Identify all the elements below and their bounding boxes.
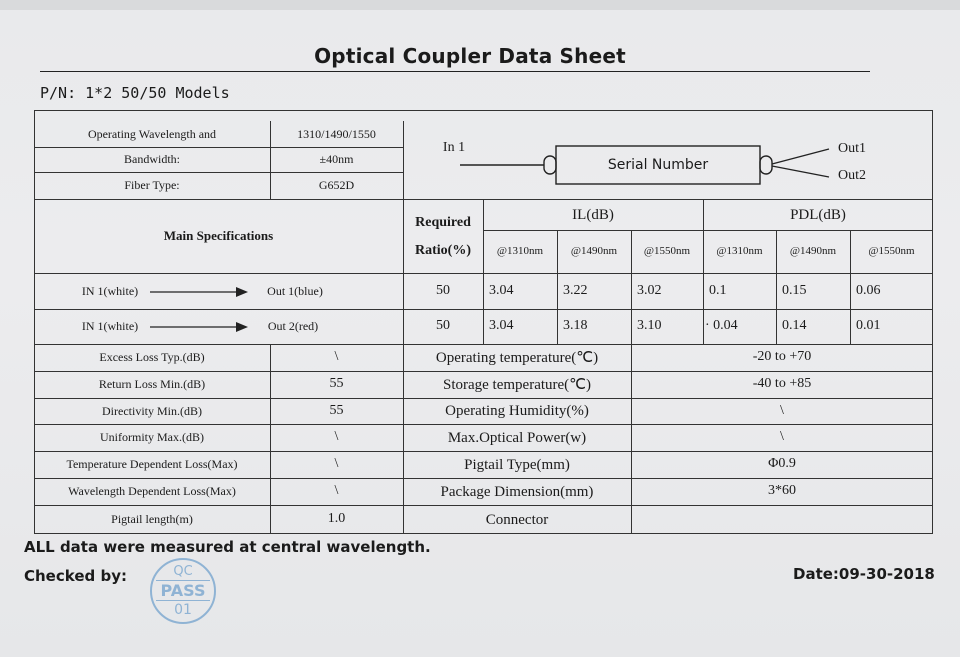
wavelength-label-line2: Bandwidth: — [124, 152, 180, 167]
port-row-1-from: IN 1(white) — [81, 283, 139, 298]
param-label-optical-power: Max.Optical Power(w) — [447, 429, 587, 446]
param-label-storage-temp: Storage temperature(℃) — [442, 376, 592, 393]
port-row-1-il-1490: 3.22 — [563, 282, 588, 298]
pdl-1310-heading: @1310nm — [716, 244, 763, 257]
port-row-2-pdl-1310: · 0.04 — [705, 318, 738, 334]
output-boot — [760, 156, 772, 174]
port-row-2-il-1550: 3.10 — [637, 318, 662, 334]
port-row-2-from: IN 1(white) — [81, 319, 139, 334]
param-label-pigtail-length: Pigtail length(m) — [111, 512, 193, 527]
measurement-note: ALL data were measured at central wavelength. — [24, 538, 431, 556]
param-label-connector: Connector — [485, 511, 549, 528]
qc-pass-stamp — [150, 558, 216, 624]
title-underline — [40, 71, 870, 72]
out1-label: Out1 — [838, 140, 866, 156]
out2-label: Out2 — [838, 167, 866, 183]
output-fiber-1 — [772, 149, 829, 164]
param-label-excess-loss: Excess Loss Typ.(dB) — [99, 350, 205, 365]
main-specs-heading: Main Specifications — [163, 228, 274, 244]
port-row-1-pdl-1490: 0.15 — [782, 282, 807, 298]
pdl-heading: PDL(dB) — [790, 206, 846, 223]
port-row-2-ratio: 50 — [436, 318, 450, 334]
param-value-pigtail-length: 1.0 — [327, 511, 346, 527]
param-label-return-loss: Return Loss Min.(dB) — [98, 377, 206, 392]
port-row-2-pdl-1490: 0.14 — [782, 318, 807, 334]
wavelength-label — [34, 121, 270, 147]
param-value-optical-power: \ — [780, 429, 784, 445]
port-row-2-to: Out 2(red) — [267, 319, 319, 334]
param-label-package-dimension: Package Dimension(mm) — [440, 483, 594, 500]
param-value-directivity: 55 — [329, 402, 344, 418]
page-title: Optical Coupler Data Sheet — [314, 44, 626, 68]
stamp-pass-text: PASS — [156, 580, 210, 601]
param-value-humidity: \ — [780, 402, 784, 418]
il-1490-heading: @1490nm — [570, 244, 618, 257]
wavelength-value: 1310/1490/1550 — [297, 126, 376, 141]
ratio-heading: Ratio(%) — [415, 242, 471, 258]
in1-label: In 1 — [442, 139, 466, 155]
arrow-right-icon — [150, 321, 250, 333]
date-label: Date:09-30-2018 — [793, 565, 935, 583]
il-heading: IL(dB) — [572, 206, 614, 223]
param-value-operating-temp: -20 to +70 — [752, 349, 812, 365]
bandwidth-value: ±40nm — [319, 152, 354, 167]
port-row-1-ratio: 50 — [436, 282, 450, 298]
param-value-wavelength-dependent-loss: \ — [334, 483, 339, 499]
param-value-connector — [631, 505, 933, 534]
param-label-uniformity: Uniformity Max.(dB) — [100, 430, 204, 445]
port-row-2-il-1310: 3.04 — [489, 318, 514, 334]
part-number: P/N: 1*2 50/50 Models — [40, 84, 230, 102]
input-boot — [544, 156, 556, 174]
serial-number-label: Serial Number — [607, 156, 709, 173]
port-row-1-il-1550: 3.02 — [637, 282, 662, 298]
param-label-directivity: Directivity Min.(dB) — [102, 403, 202, 418]
port-row-2-pdl-1550: 0.01 — [856, 318, 881, 334]
port-row-1-pdl-1310: 0.1 — [709, 282, 727, 298]
arrow-right-icon — [150, 286, 250, 298]
param-label-pigtail-type: Pigtail Type(mm) — [464, 456, 570, 473]
port-row-1-to: Out 1(blue) — [267, 283, 323, 298]
pdl-1490-heading: @1490nm — [789, 244, 837, 257]
port-row-1-il-1310: 3.04 — [489, 282, 514, 298]
param-label-humidity: Operating Humidity(%) — [445, 403, 589, 419]
param-value-pigtail-type: Φ0.9 — [768, 456, 796, 472]
param-value-excess-loss: \ — [334, 349, 339, 365]
stamp-number-text: 01 — [174, 602, 192, 618]
port-row-1-pdl-1550: 0.06 — [856, 282, 881, 298]
required-heading: Required — [415, 214, 471, 230]
pdl-1550-heading: @1550nm — [868, 244, 915, 257]
param-label-wavelength-dependent-loss: Wavelength Dependent Loss(Max) — [68, 484, 236, 499]
param-value-storage-temp: -40 to +85 — [752, 376, 812, 392]
param-value-temp-dependent-loss: \ — [334, 456, 339, 472]
port-row-2-il-1490: 3.18 — [563, 318, 588, 334]
fiber-type-label: Fiber Type: — [124, 178, 180, 193]
param-value-uniformity: \ — [334, 429, 339, 445]
param-value-package-dimension: 3*60 — [768, 483, 796, 499]
checked-by-label: Checked by: — [24, 567, 127, 585]
param-value-return-loss: 55 — [329, 376, 344, 392]
il-1550-heading: @1550nm — [643, 244, 691, 257]
il-1310-heading: @1310nm — [496, 244, 544, 257]
param-label-operating-temp: Operating temperature(℃) — [435, 349, 599, 366]
wavelength-label-line1: Operating Wavelength and — [87, 126, 217, 141]
stamp-qc-text: QC — [173, 564, 193, 579]
output-fiber-2 — [772, 166, 829, 177]
param-label-temp-dependent-loss: Temperature Dependent Loss(Max) — [66, 457, 238, 472]
fiber-type-value: G652D — [318, 178, 355, 193]
